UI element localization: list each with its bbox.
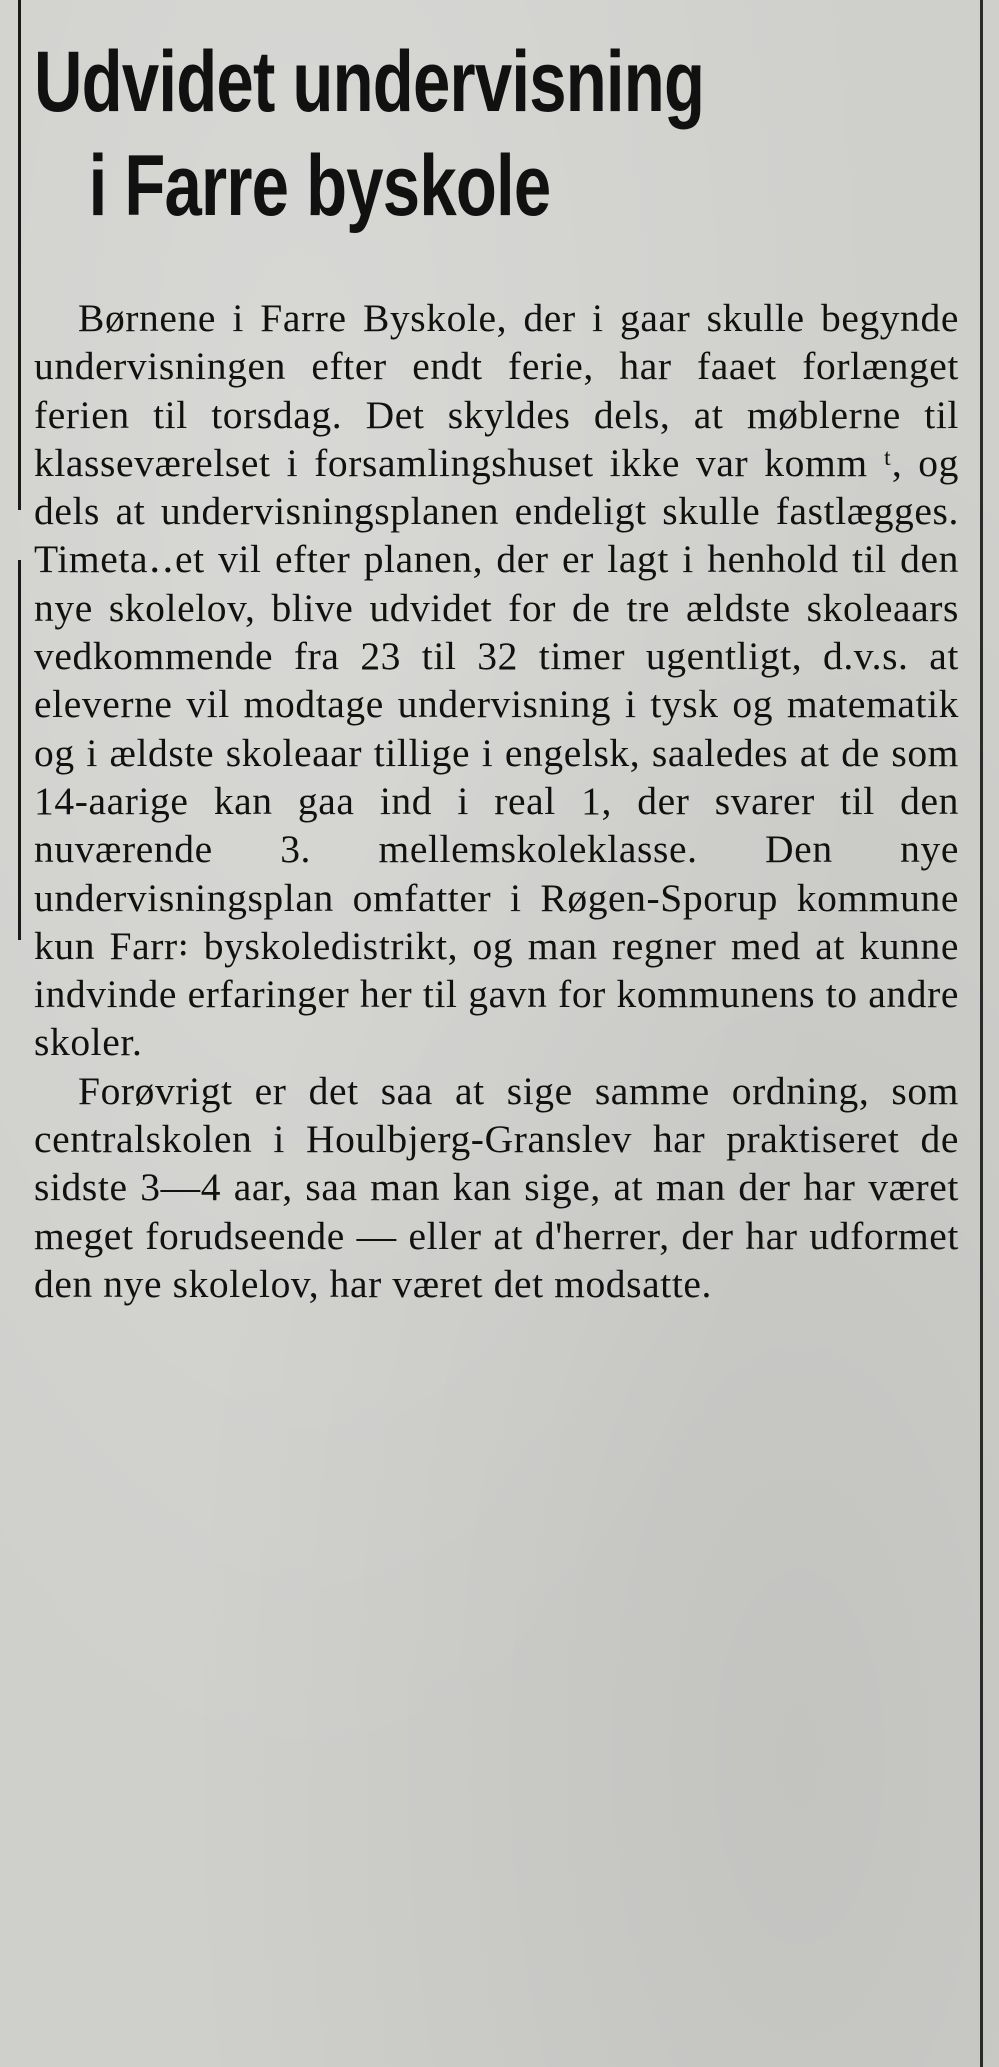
right-column-rule — [980, 0, 983, 2067]
article-paragraph-2: Forøvrigt er det saa at sige samme ordning, som centralskolen i Houlbjerg-Granslev har praktiseret de sidste 3—4 aar, saa man kan sige, at man der har været meget forudseende — eller at d'herrer, der har udformet den nye skolelov, har været det modsatte. — [34, 1068, 959, 1306]
headline-line-1: Udvidet undervisning — [34, 34, 705, 130]
headline-line-2: i Farre byskole — [88, 138, 551, 234]
news-article — [34, 30, 959, 1308]
article-body — [34, 294, 959, 1308]
article-paragraph-1: Børnene i Farre Byskole, der i gaar skulle begynde undervisningen efter endt ferie, har faaet forlænget ferien til torsdag. Det skyldes dels, at møblerne til klasseværelset i forsamlingshuset ikke var komm ᵗ, og dels at undervisningsplanen endeligt skulle fastlægges. Timeta‥et vil efter planen, der er lagt i henhold til den nye skolelov, blive udvidet for de tre ældste skoleaars vedkommende fra 23 til 32 timer ugentligt, d.v.s. at eleverne vil modtage undervisning i tysk og matematik og i ældste skoleaar tillige i engelsk, saaledes at de som 14-aarige kan gaa ind i real 1, der svarer til den nuværende 3. mellemskoleklasse. Den nye undervisningsplan omfatter i Røgen-Sporup kommune kun Farr꞉ byskoledistrikt, og man regner med at kunne indvinde erfaringer her til gavn for kommunens to andre skoler. — [34, 296, 959, 1065]
left-column-rule-upper — [18, 0, 21, 510]
article-headline — [34, 30, 970, 238]
left-column-rule-lower — [18, 560, 21, 940]
